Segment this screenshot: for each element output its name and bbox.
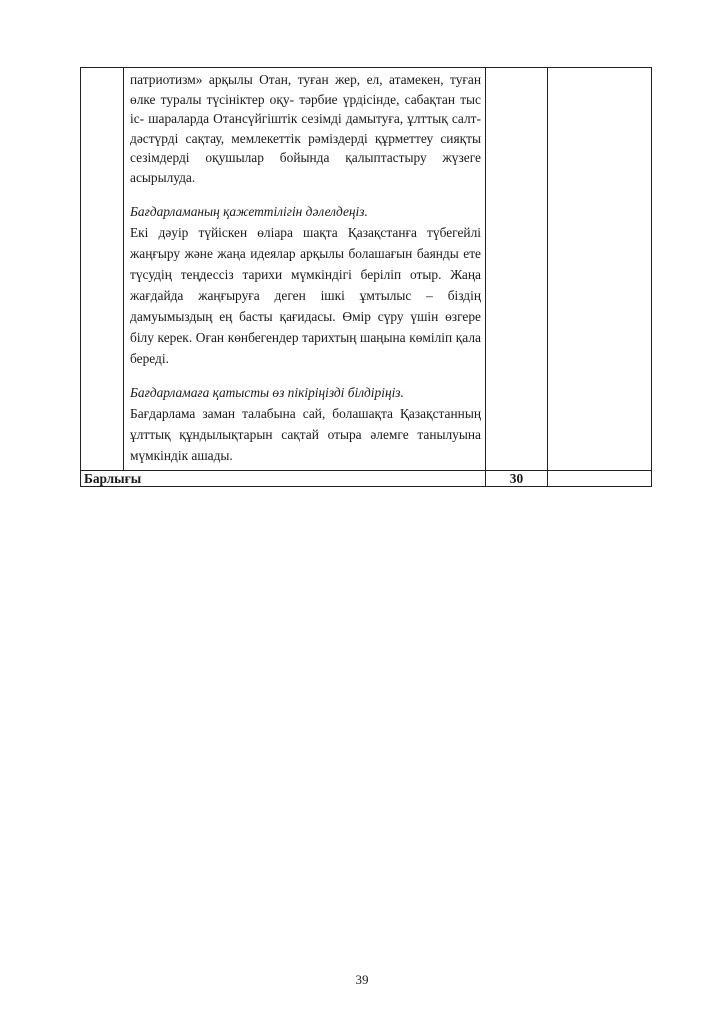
page-number: 39 <box>355 972 369 987</box>
total-label: Барлығы <box>81 470 486 486</box>
note-cell <box>548 68 652 471</box>
total-note-cell <box>548 470 652 486</box>
answer-paragraph: Екі дәуір түйіскен өліара шақта Қазақстанға түбегейлі жаңғыру және жаңа идеялар арқылы болашағын баянды ете түсудің теңдессіз тарихи мүмкіндігі беріліп отыр. Жаңа жағдайда жаңғыруға деген ішкі ұмтылыс – біздің дамуымыздың ең басты қағидасы. Өмір сүру үшін өзгере білу керек. Оған көнбегендер тарихтың шаңына көміліп қала береді. <box>130 224 481 366</box>
answer-paragraph: Бағдарлама заман талабына сай, болашақта Қазақстанның ұлттық құндылықтарын сақтай отыра әлемге танылуына мүмкіндік ашады. <box>130 405 481 463</box>
total-row <box>81 470 652 486</box>
number-cell <box>81 68 124 471</box>
question-heading: Бағдарламаға қатысты өз пікіріңізді білдіріңіз. <box>130 384 404 400</box>
table-row <box>81 68 652 471</box>
score-cell <box>486 68 548 471</box>
question-heading: Бағдарламаның қажеттілігін дәлелдеңіз. <box>130 203 368 219</box>
total-value: 30 <box>486 470 548 486</box>
content-cell <box>124 68 486 471</box>
paragraph: патриотизм» арқылы Отан, туған жер, ел, атамекен, туған өлке туралы түсініктер оқу- тәрбие үрдісінде, сабақтан тыс іс- шараларда Отансүйгіштік сезімді дамытуға, ұлттық салт- дәстүрді сақтау, мемлекеттік рәміздерді құрметтеу сияқты сезімдерді оқушылар бойында қалыптастыру жүзеге асырылуда. <box>130 72 481 185</box>
assessment-table <box>80 67 652 487</box>
